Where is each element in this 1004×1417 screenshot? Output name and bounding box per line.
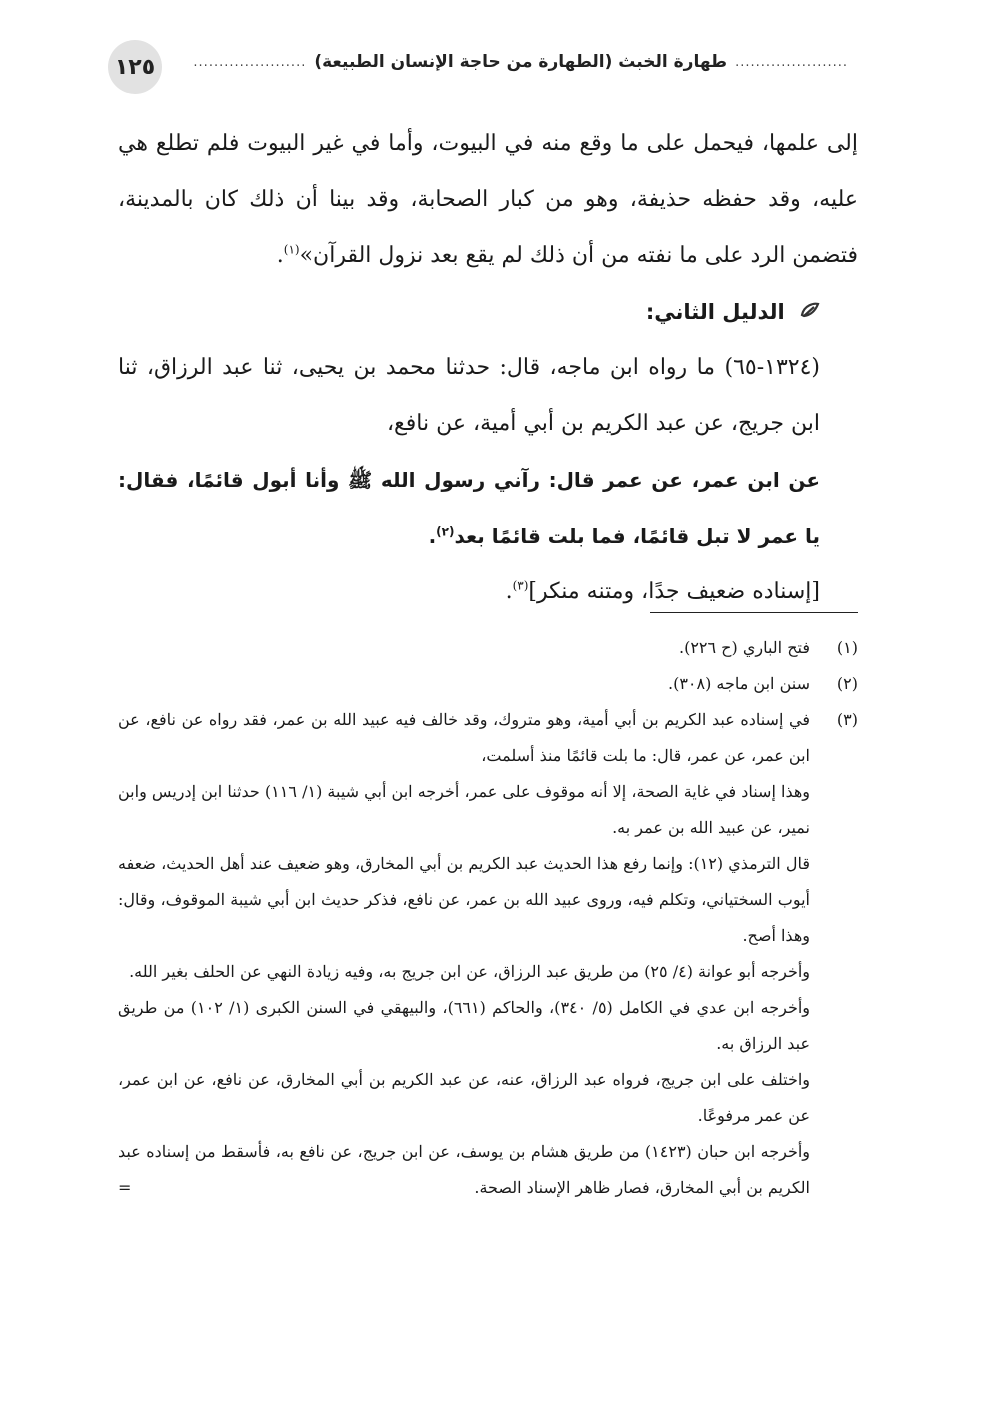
footnote-paragraph: وأخرجه ابن حبان (١٤٢٣) من طريق هشام بن يوسف، عن ابن جريج، عن نافع به، فأسقط من إسناده عبد الكريم بن أبي المخارق، فصار ظاهر الإسناد الصحة. xyxy=(118,1142,811,1197)
footnote-last-block xyxy=(118,1134,858,1206)
footnote-3 xyxy=(118,702,858,774)
footnote-number: (٣) xyxy=(836,710,858,729)
main-text xyxy=(118,116,858,620)
leaf-ornament-svg xyxy=(800,301,820,319)
running-title: طهارة الخبث (الطهارة من حاجة الإنسان الطبيعة) xyxy=(314,52,728,72)
grading-end: . xyxy=(505,579,513,604)
footnote-text: فتح الباري (ح ٢٢٦). xyxy=(678,638,810,657)
section-heading xyxy=(118,284,858,340)
footnote-paragraph: وأخرجه ابن عدي في الكامل (٥/ ٣٤٠)، والحاكم (٦٦١)، والبيهقي في السنن الكبرى (١/ ١٠٢) من طريق عبد الرزاق به. xyxy=(118,998,811,1053)
footnote-1 xyxy=(118,630,858,666)
footnote-ref-2[interactable]: (٢) xyxy=(436,524,455,539)
grading-text: [إسناده ضعيف جدًا، ومتنه منكر] xyxy=(528,579,820,604)
footnote-paragraph: واختلف على ابن جريج، فرواه عبد الرزاق، عنه، عن عبد الكريم بن أبي المخارق، عن نافع، عن ابن عمر، عن عمر مرفوعًا. xyxy=(118,1070,811,1125)
hadith-text xyxy=(118,452,858,564)
footnotes xyxy=(118,630,858,1206)
heading-text: الدليل الثاني: xyxy=(645,300,785,324)
footnote-separator xyxy=(650,612,858,613)
page-number: ١٢٥ xyxy=(108,40,162,94)
paragraph-continuation xyxy=(118,116,858,284)
leaf-ornament-icon xyxy=(793,300,820,324)
header-dots-right: ...................... xyxy=(735,54,848,70)
paragraph-text: إلى علمها، فيحمل على ما وقع منه في البيوت، وأما في غير البيوت فلم تطلع هي عليه، وقد حفظه حذيفة، وهو من كبار الصحابة، وقد بينا أن ذلك كان بالمدينة، فتضمن الرد على ما نفته من أن ذلك لم يقع بعد نزول القرآن» xyxy=(118,131,858,268)
hadith-chain: (١٣٢٤-٦٥) ما رواه ابن ماجه، قال: حدثنا محمد بن يحيى، ثنا عبد الرزاق، ثنا ابن جريج، عن عبد الكريم بن أبي أمية، عن نافع، xyxy=(118,355,820,436)
footnote-text: في إسناده عبد الكريم بن أبي أمية، وهو متروك، وقد خالف فيه عبيد الله بن عمر، فقد رواه عن نافع، عن ابن عمر، عن عمر، قال: ما بلت قائمًا منذ أسلمت، xyxy=(118,710,811,765)
footnote-number: (٢) xyxy=(836,674,858,693)
footnote-number: (١) xyxy=(836,638,858,657)
footnote-paragraph: قال الترمذي (١٢): وإنما رفع هذا الحديث عبد الكريم بن أبي المخارق، وهو ضعيف عند أهل الحديث، ضعفه أيوب السختياني، وتكلم فيه، وروى عبيد الله بن عمر، عن نافع، فذكر حديث ابن أبي شيبة الموقوف، وقال: وهذا أصح. xyxy=(118,854,811,945)
footnote-paragraph: وأخرجه أبو عوانة (٤/ ٢٥) من طريق عبد الرزاق، عن ابن جريج به، وفيه زيادة النهي عن الحلف بغير الله. xyxy=(129,962,810,981)
header-dots-left: ...................... xyxy=(193,54,307,70)
footnote-text: سنن ابن ماجه (٣٠٨). xyxy=(667,674,810,693)
footnote-ref-3[interactable]: (٣) xyxy=(512,578,529,593)
footnote-2 xyxy=(118,666,858,702)
page-header xyxy=(108,40,848,96)
footnote-ref-1[interactable]: (١) xyxy=(283,242,300,257)
hadith-body: عن ابن عمر، عن عمر قال: رآني رسول الله ﷺ وأنا أبول قائمًا، فقال: يا عمر لا تبل قائمًا، فما بلت قائمًا بعد xyxy=(118,468,820,548)
hadith-end: . xyxy=(428,524,437,548)
continuation-mark: = xyxy=(118,1178,132,1197)
running-title-line xyxy=(172,52,848,72)
paragraph-end: . xyxy=(276,243,284,268)
footnote-paragraph: وهذا إسناد في غاية الصحة، إلا أنه موقوف على عمر، أخرجه ابن أبي شيبة (١/ ١١٦) حدثنا ابن إدريس وابن نمير، عن عبيد الله بن عمر به. xyxy=(118,782,811,837)
